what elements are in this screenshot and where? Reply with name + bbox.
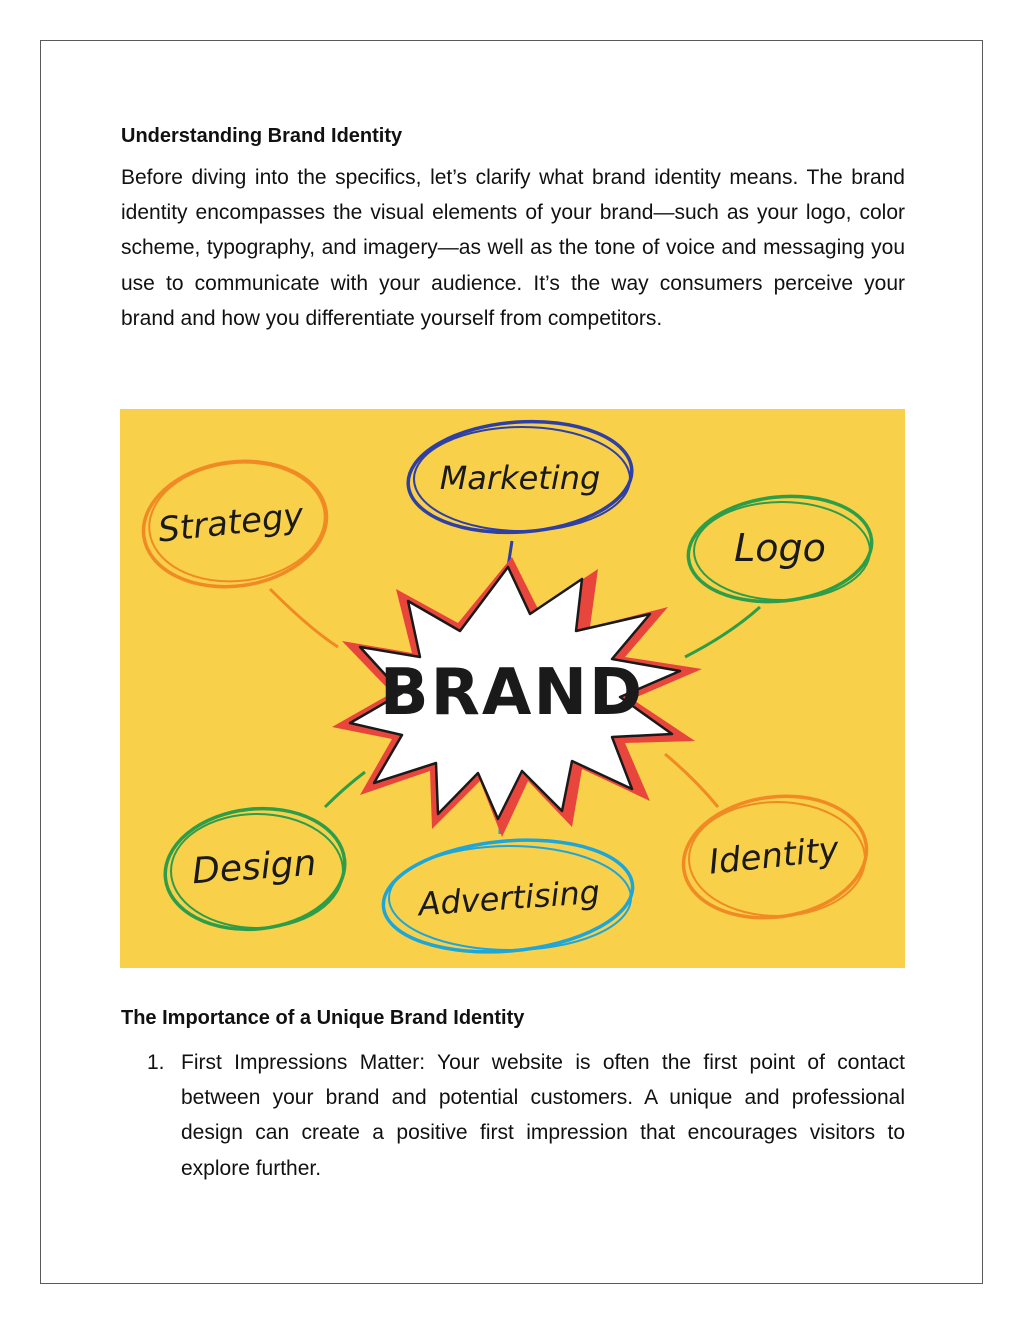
section-heading-unique-brand-identity: The Importance of a Unique Brand Identity — [121, 1007, 525, 1029]
label-marketing: Marketing — [439, 459, 601, 497]
label-brand: BRAND — [379, 656, 645, 730]
importance-list — [121, 1045, 905, 1186]
label-strategy: Strategy — [156, 495, 306, 551]
list-item — [121, 1045, 905, 1186]
brand-concept-illustration — [120, 409, 905, 968]
list-item-number: 1. — [147, 1051, 165, 1074]
label-identity: Identity — [706, 829, 841, 883]
label-advertising: Advertising — [417, 872, 602, 924]
section-heading-brand-identity: Understanding Brand Identity — [121, 125, 403, 147]
section-paragraph-brand-identity: Before diving into the specifics, let’s clarify what brand identity means. The brand identity encompasses the visual elements of your brand—such as your logo, color scheme, typography, and imagery—as well as the tone of voice and messaging you use to communicate with your audience. It’s the way consumers perceive your brand and how you differentiate yourself from competitors. — [121, 166, 905, 330]
label-design: Design — [190, 842, 318, 893]
label-logo: Logo — [734, 526, 826, 570]
list-item-text: First Impressions Matter: Your website is often the first point of contact between your brand and potential customers. A unique and professional design can create a positive first impression that encourages visitors to explore further. — [181, 1051, 905, 1180]
